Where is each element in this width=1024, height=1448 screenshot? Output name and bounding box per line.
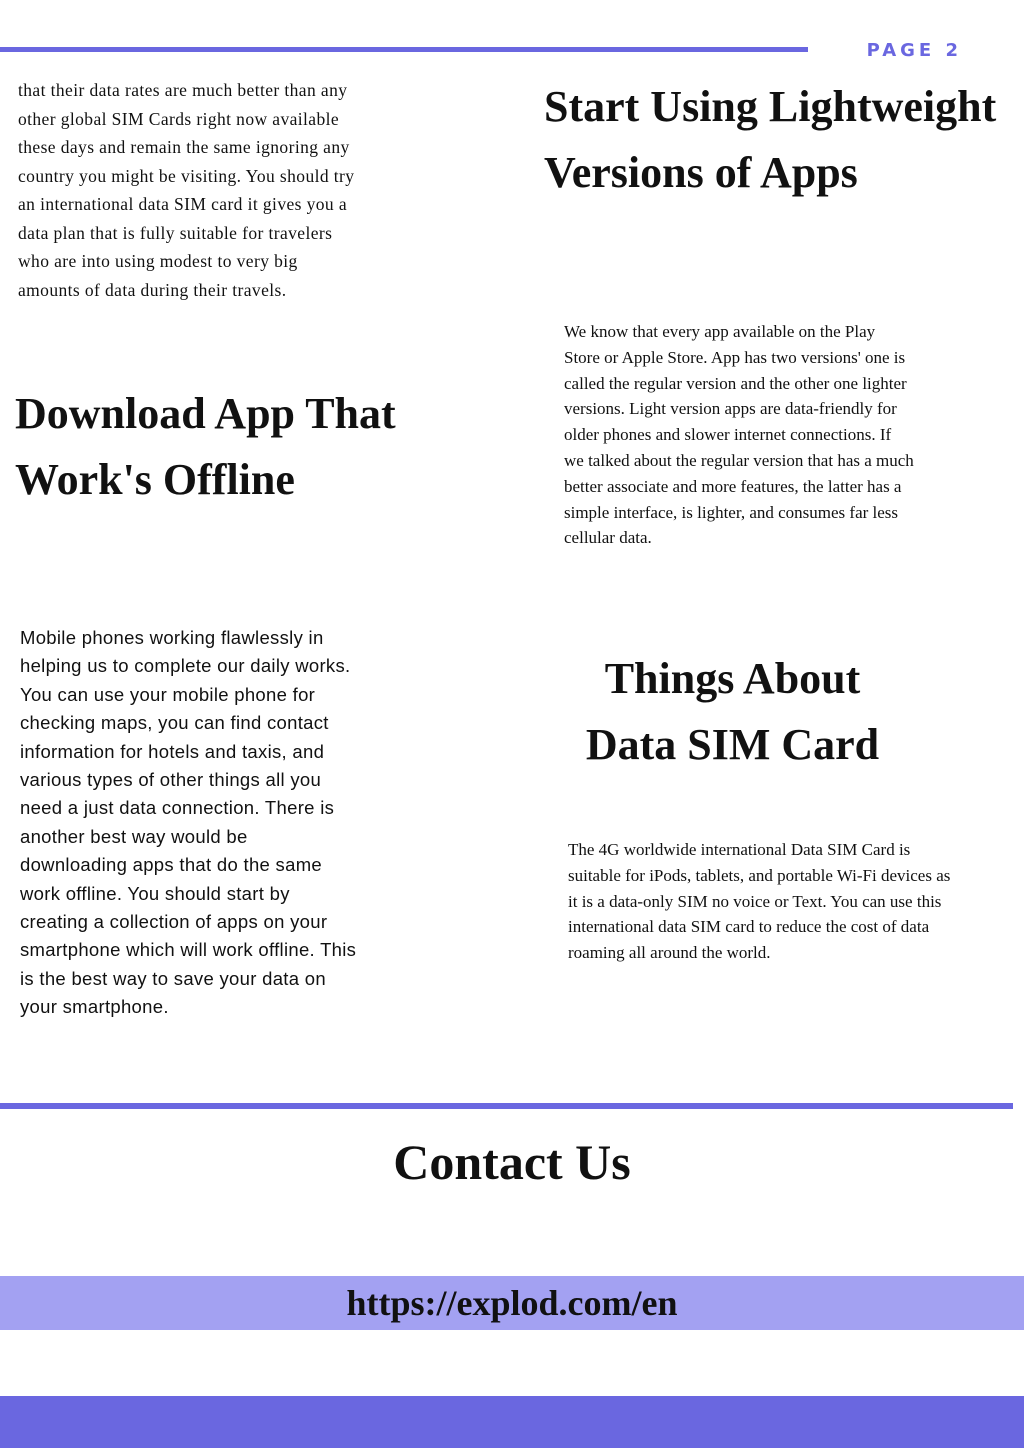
intro-paragraph: that their data rates are much better than any other global SIM Cards right now available these days and remain the same ignoring any country you might be visiting. You should try an international data SIM card it gives you a data plan that is fully suitable for travelers who are into using modest to very big amounts of data during their travels. <box>18 80 355 300</box>
offline-apps-heading: Download App That Work's Offline <box>15 389 396 504</box>
section-divider <box>0 1103 1013 1109</box>
footer-band <box>0 1396 1024 1448</box>
lightweight-apps-heading: Start Using Lightweight Versions of Apps <box>544 82 997 197</box>
data-sim-paragraph: The 4G worldwide international Data SIM Card is suitable for iPods, tablets, and portable Wi-Fi devices as it is a data-only SIM no voice or Text. You can use this international data SIM card to reduce the cost of data roaming all around the world. <box>568 840 951 963</box>
page-number: PAGE 2 <box>866 40 962 61</box>
contact-url-link[interactable]: https://explod.com/en <box>346 1283 678 1323</box>
top-divider <box>0 47 808 52</box>
data-sim-heading: Things About Data SIM Card <box>585 654 880 769</box>
url-banner <box>0 1276 1024 1330</box>
lightweight-apps-paragraph: We know that every app available on the Play Store or Apple Store. App has two versions' one is called the regular version and the other one lighter versions. Light version apps are data-friendly for older phones and slower internet connections. If we talked about the regular version that has a much better associate and more features, the latter has a simple interface, is lighter, and consumes far less cellular data. <box>564 322 914 548</box>
offline-apps-paragraph: Mobile phones working flawlessly in helping us to complete our daily works. You can use your mobile phone for checking maps, you can find contact information for hotels and taxis, and various types of other things all you need a just data connection. There is another best way would be downloading apps that do the same work offline. You should start by creating a collection of apps on your smartphone which will work offline. This is the best way to save your data on your smartphone. <box>20 627 357 1018</box>
contact-title: Contact Us <box>393 1134 631 1190</box>
